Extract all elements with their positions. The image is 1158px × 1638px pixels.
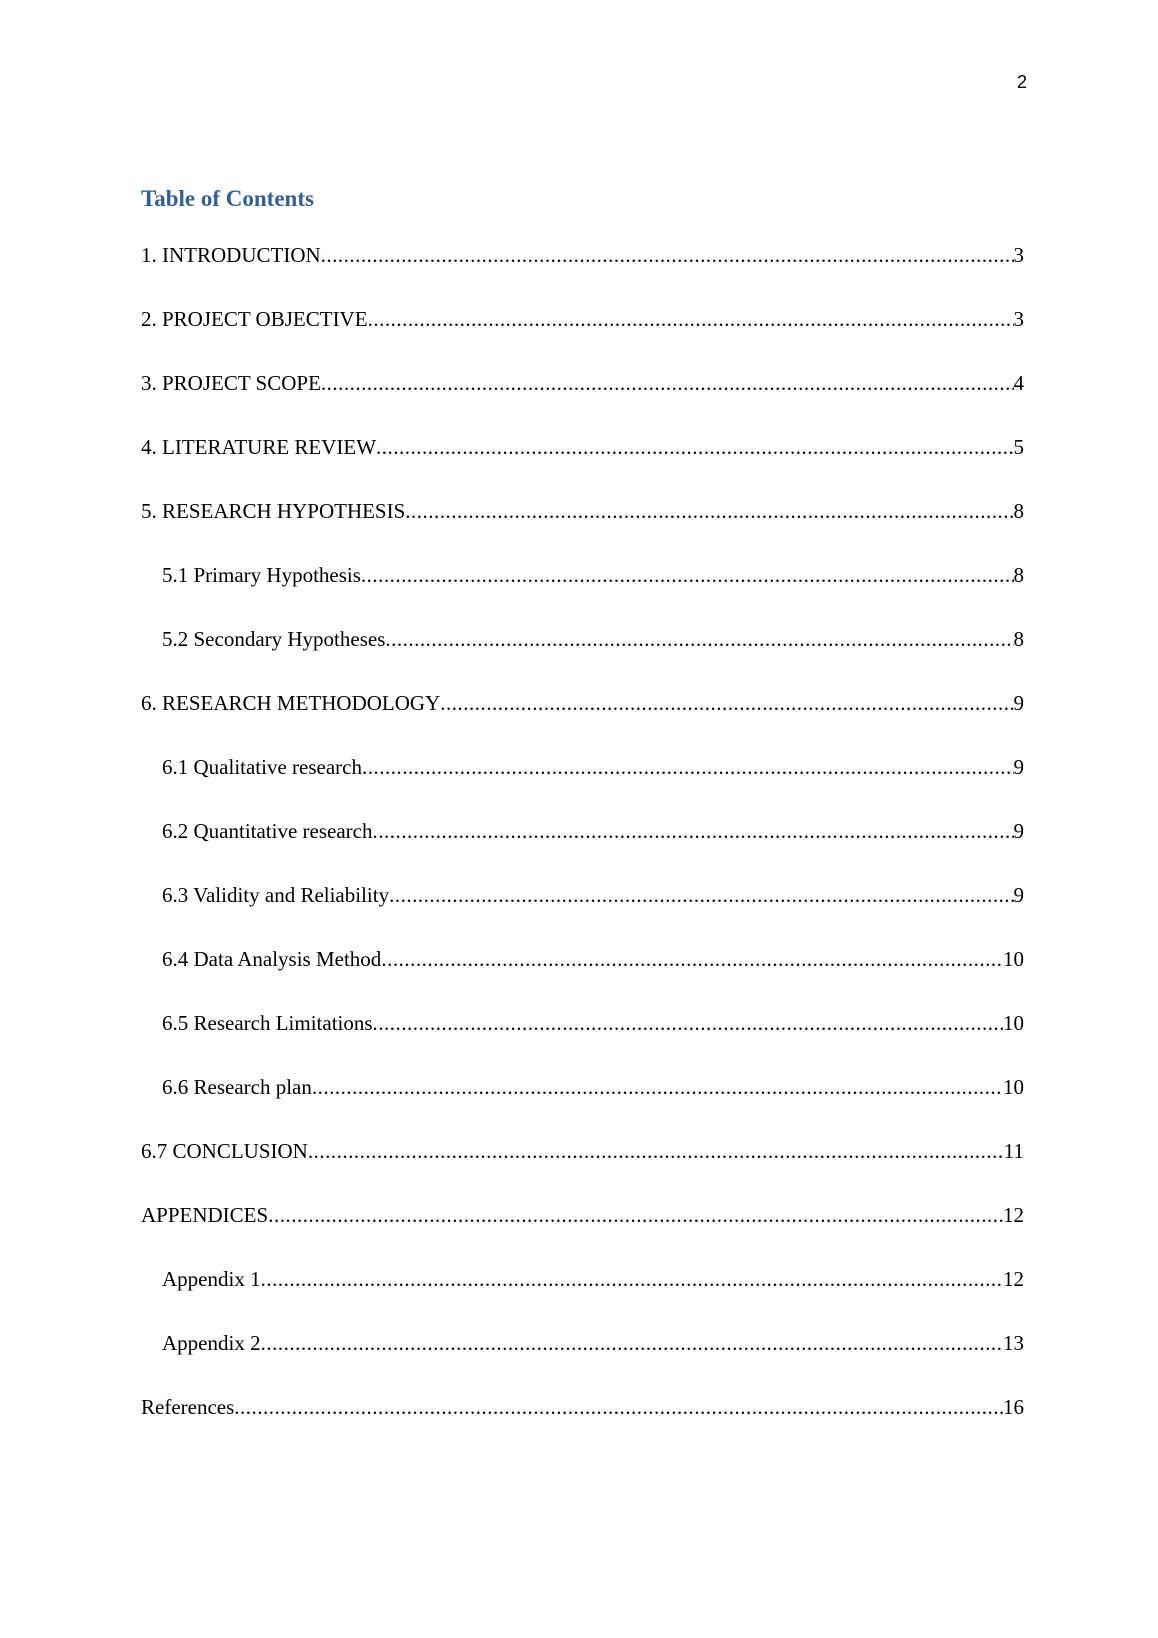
- toc-entry-page: 9: [1013, 755, 1024, 779]
- toc-entry-appendix-2[interactable]: [141, 1329, 1024, 1393]
- toc-entry-page: 10: [1003, 1075, 1024, 1099]
- toc-entry-literature-review[interactable]: [141, 433, 1024, 497]
- toc-entry-page: 3: [1013, 243, 1024, 267]
- toc-dot-leader: [385, 625, 1013, 653]
- toc-entry-label: 6.7 CONCLUSION: [141, 1139, 308, 1163]
- toc-entry-project-scope[interactable]: [141, 369, 1024, 433]
- toc-entry-data-analysis-method[interactable]: [141, 945, 1024, 1009]
- toc-entry-page: 5: [1013, 435, 1024, 459]
- toc-dot-leader: [362, 753, 1014, 781]
- toc-dot-leader: [321, 369, 1014, 397]
- toc-dot-leader: [268, 1201, 1003, 1229]
- toc-entry-label: 6.4 Data Analysis Method: [162, 947, 382, 971]
- toc-title: Table of Contents: [141, 186, 314, 211]
- toc-dot-leader: [389, 881, 1013, 909]
- toc-entry-page: 12: [1003, 1203, 1024, 1227]
- toc-entry-label: 1. INTRODUCTION: [141, 243, 321, 267]
- toc-entry-label: Appendix 2: [162, 1331, 261, 1355]
- toc-entry-page: 8: [1013, 499, 1024, 523]
- toc-entry-label: 6.6 Research plan: [162, 1075, 312, 1099]
- toc-entry-page: 16: [1003, 1395, 1024, 1419]
- toc-entry-label: Appendix 1: [162, 1267, 261, 1291]
- toc-entry-label: 6. RESEARCH METHODOLOGY: [141, 691, 441, 715]
- toc-entry-page: 10: [1003, 1011, 1024, 1035]
- toc-entry-page: 13: [1003, 1331, 1024, 1355]
- toc-entry-introduction[interactable]: [141, 241, 1024, 305]
- toc-dot-leader: [312, 1073, 1003, 1101]
- toc-dot-leader: [373, 1009, 1003, 1037]
- toc-entry-label: 5.1 Primary Hypothesis: [162, 563, 361, 587]
- toc-entry-references[interactable]: [141, 1393, 1024, 1457]
- toc-dot-leader: [261, 1265, 1003, 1293]
- table-of-contents: [141, 241, 1024, 1457]
- toc-entry-research-methodology[interactable]: [141, 689, 1024, 753]
- toc-entry-quantitative-research[interactable]: [141, 817, 1024, 881]
- toc-entry-qualitative-research[interactable]: [141, 753, 1024, 817]
- toc-dot-leader: [368, 305, 1014, 333]
- toc-entry-label: 2. PROJECT OBJECTIVE: [141, 307, 368, 331]
- toc-entry-page: 4: [1013, 371, 1024, 395]
- toc-entry-conclusion[interactable]: [141, 1137, 1024, 1201]
- toc-entry-label: 6.2 Quantitative research: [162, 819, 373, 843]
- toc-entry-label: 4. LITERATURE REVIEW: [141, 435, 377, 459]
- toc-dot-leader: [261, 1329, 1003, 1357]
- toc-entry-research-plan[interactable]: [141, 1073, 1024, 1137]
- toc-entry-label: 6.1 Qualitative research: [162, 755, 362, 779]
- toc-entry-appendix-1[interactable]: [141, 1265, 1024, 1329]
- toc-entry-label: APPENDICES: [141, 1203, 269, 1227]
- toc-entry-research-hypothesis[interactable]: [141, 497, 1024, 561]
- toc-entry-page: 11: [1003, 1139, 1024, 1163]
- toc-dot-leader: [361, 561, 1014, 589]
- toc-entry-label: 5.2 Secondary Hypotheses: [162, 627, 386, 651]
- toc-entry-label: 6.3 Validity and Reliability: [162, 883, 390, 907]
- toc-entry-label: 5. RESEARCH HYPOTHESIS: [141, 499, 406, 523]
- toc-entry-page: 12: [1003, 1267, 1024, 1291]
- toc-dot-leader: [405, 497, 1013, 525]
- toc-entry-label: 3. PROJECT SCOPE: [141, 371, 321, 395]
- toc-dot-leader: [440, 689, 1013, 717]
- toc-entry-research-limitations[interactable]: [141, 1009, 1024, 1073]
- toc-entry-secondary-hypotheses[interactable]: [141, 625, 1024, 689]
- toc-entry-appendices[interactable]: [141, 1201, 1024, 1265]
- toc-dot-leader: [381, 945, 1003, 973]
- toc-entry-page: 10: [1003, 947, 1024, 971]
- toc-entry-primary-hypothesis[interactable]: [141, 561, 1024, 625]
- toc-entry-validity-reliability[interactable]: [141, 881, 1024, 945]
- toc-dot-leader: [376, 433, 1013, 461]
- toc-dot-leader: [234, 1393, 1003, 1421]
- toc-entry-label: 6.5 Research Limitations: [162, 1011, 373, 1035]
- toc-dot-leader: [373, 817, 1014, 845]
- toc-entry-page: 9: [1013, 691, 1024, 715]
- toc-entry-page: 8: [1013, 563, 1024, 587]
- toc-entry-page: 3: [1013, 307, 1024, 331]
- page-number: 2: [1016, 72, 1027, 92]
- toc-entry-page: 9: [1013, 819, 1024, 843]
- toc-entry-label: References: [141, 1395, 235, 1419]
- toc-dot-leader: [321, 241, 1014, 269]
- toc-entry-page: 8: [1013, 627, 1024, 651]
- toc-dot-leader: [308, 1137, 1004, 1165]
- toc-entry-page: 9: [1013, 883, 1024, 907]
- toc-entry-project-objective[interactable]: [141, 305, 1024, 369]
